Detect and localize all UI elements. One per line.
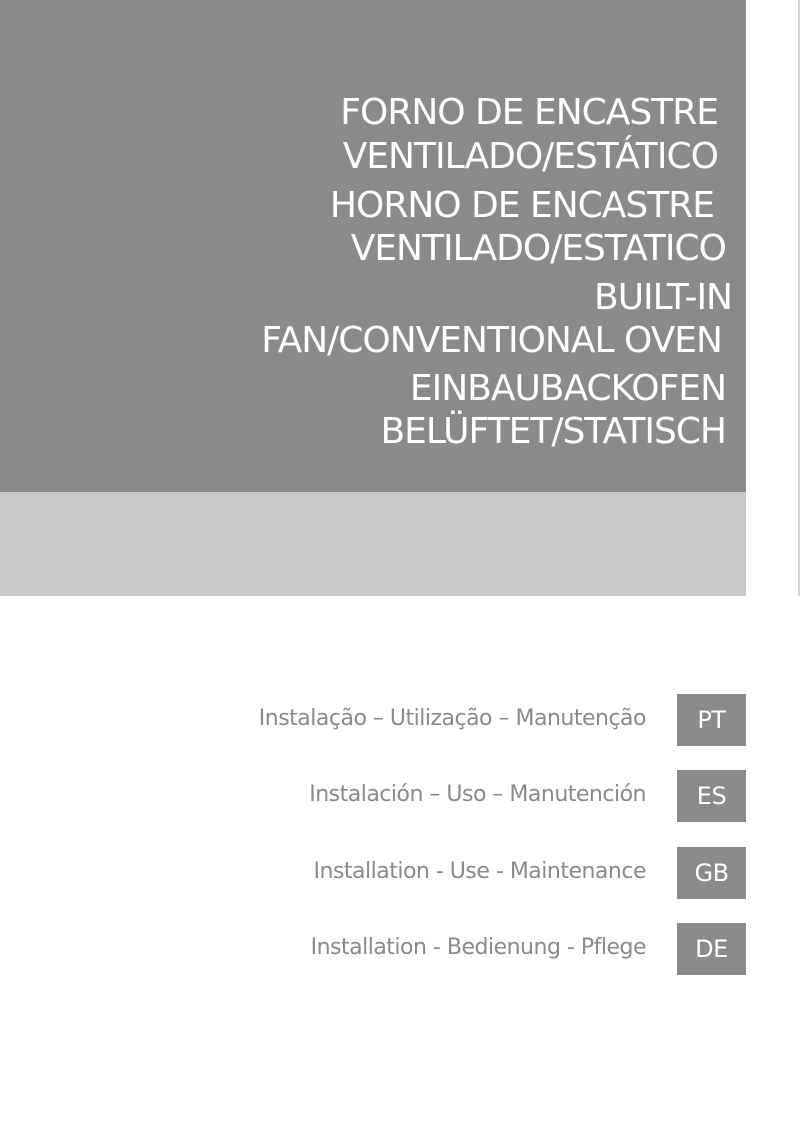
language-row-gb [0,847,746,899]
title-line-de-2: BELÜFTET/STATISCH [380,411,726,452]
language-row-pt [0,694,746,746]
language-badge-es: ES [677,770,746,822]
title-line-gb-2: FAN/CONVENTIONAL OVEN [261,320,722,361]
title-line-pt-1: FORNO DE ENCASTRE [340,92,718,133]
language-description-pt: Instalação – Utilização – Manutenção [258,706,646,731]
language-description-es: Instalación – Uso – Manutención [309,782,646,807]
title-line-gb-1: BUILT-IN [594,277,732,318]
language-badge-de: DE [677,923,746,975]
language-badge-gb: GB [677,847,746,899]
right-edge-line [798,0,800,596]
language-description-gb: Installation - Use - Maintenance [313,859,646,884]
language-description-de: Installation - Bedienung - Pflege [310,935,646,960]
header-light-band [0,492,746,596]
language-row-es [0,770,746,822]
title-line-pt-2: VENTILADO/ESTÁTICO [342,136,718,177]
language-row-de [0,923,746,975]
title-line-es-2: VENTILADO/ESTATICO [350,228,726,269]
language-badge-pt: PT [677,694,746,746]
title-line-de-1: EINBAUBACKOFEN [409,368,726,409]
title-line-es-1: HORNO DE ENCASTRE [329,185,714,226]
